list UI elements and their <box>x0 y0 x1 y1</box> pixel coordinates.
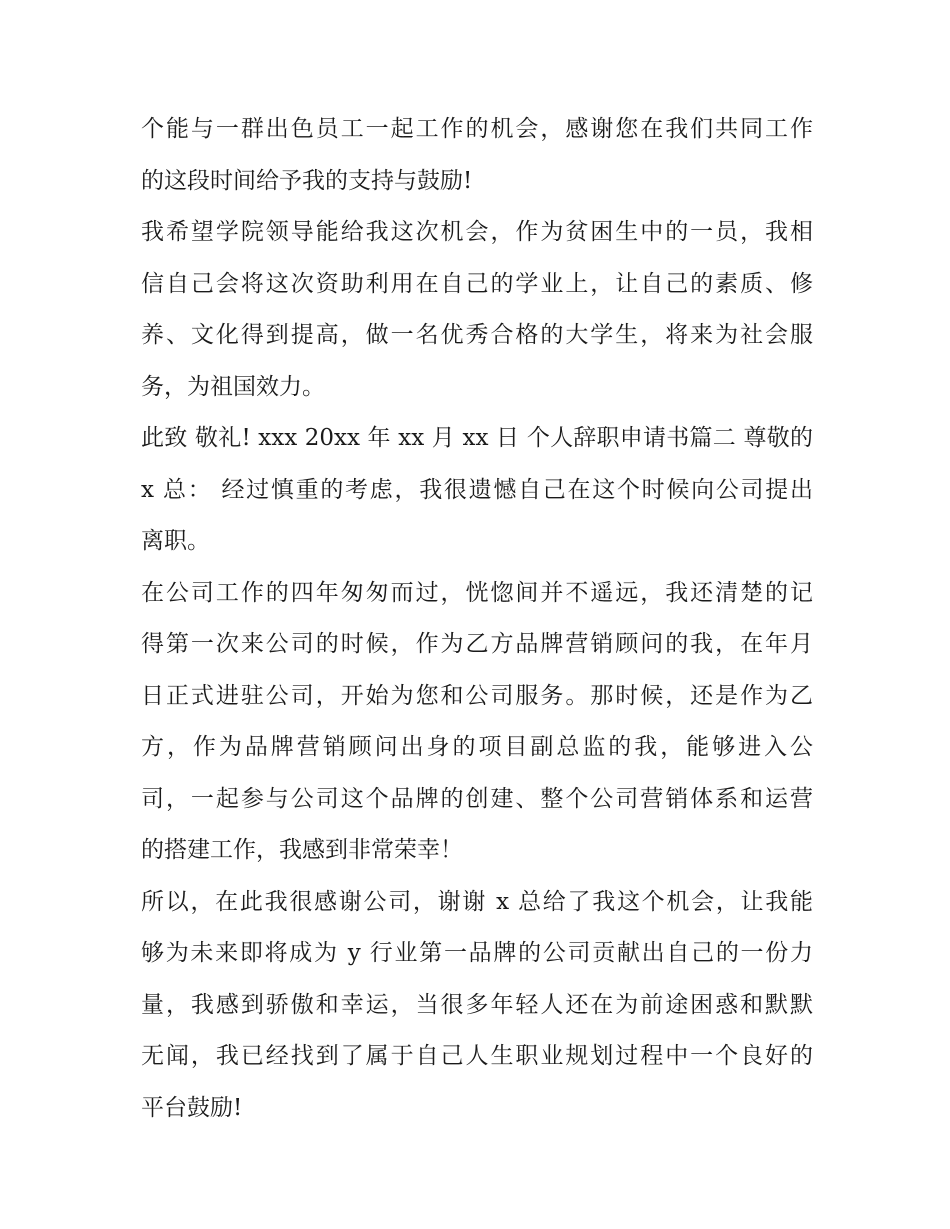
text-line: 的搭建工作，我感到非常荣幸！ <box>141 837 463 863</box>
paragraph-2 <box>141 207 813 413</box>
text-line: 信自己会将这次资助利用在自己的学业上，让自己的素质、修 <box>141 270 813 297</box>
text-line: 养、文化得到提高，做一名优秀合格的大学生，将来为社会服 <box>141 322 813 348</box>
paragraph-1 <box>141 104 813 207</box>
text-line: 此致 敬礼! xxx 20xx 年 xx 月 xx 日 个人辞职申请书篇二 尊敬的 <box>141 425 813 451</box>
text-line: 的这段时间给予我的支持与鼓励! <box>141 167 473 194</box>
text-line: 我希望学院领导能给我这次机会，作为贫困生中的一员，我相 <box>141 219 813 245</box>
text-line: 个能与一群出色员工一起工作的机会，感谢您在我们共同工作 <box>141 116 813 142</box>
text-line: 无闻，我已经找到了属于自己人生职业规划过程中一个良好的 <box>141 1043 813 1069</box>
document-body <box>141 104 813 1134</box>
text-line: 在公司工作的四年匆匆而过，恍惚间并不遥远，我还清楚的记 <box>141 579 813 606</box>
text-line: 务，为祖国效力。 <box>141 373 325 400</box>
paragraph-3 <box>141 413 813 568</box>
text-line: 所以，在此我很感谢公司，谢谢 x 总给了我这个机会，让我能 <box>141 888 813 915</box>
paragraph-5 <box>141 877 813 1135</box>
text-line: 司，一起参与公司这个品牌的创建、整个公司营销体系和运营 <box>141 785 813 812</box>
paragraph-4 <box>141 568 813 877</box>
text-line: 得第一次来公司的时候，作为乙方品牌营销顾问的我，在年月 <box>141 631 813 657</box>
text-line: 方，作为品牌营销顾问出身的项目副总监的我，能够进入公 <box>141 734 813 760</box>
text-line: x 总： 经过慎重的考虑，我很遗憾自己在这个时候向公司提出 <box>141 476 813 503</box>
text-line: 够为未来即将成为 y 行业第一品牌的公司贡献出自己的一份力 <box>141 940 813 966</box>
text-line: 日正式进驻公司，开始为您和公司服务。那时候，还是作为乙 <box>141 682 813 709</box>
text-line: 平台鼓励! <box>141 1094 243 1121</box>
text-line: 量，我感到骄傲和幸运，当很多年轻人还在为前途困惑和默默 <box>141 991 813 1018</box>
text-line: 离职。 <box>141 528 210 554</box>
